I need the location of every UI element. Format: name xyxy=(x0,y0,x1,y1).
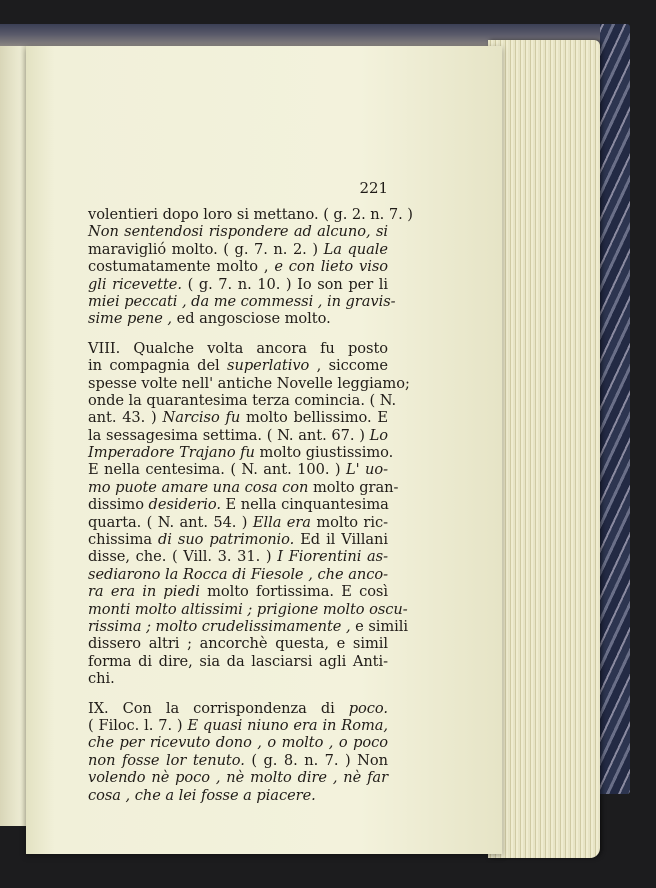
italic-text: desiderio. xyxy=(148,496,221,514)
roman-text: ant. 43. ) xyxy=(88,409,163,427)
roman-text: forma di dire, sia da lasciarsi agli Anti- xyxy=(88,652,388,670)
roman-text: molto ric- xyxy=(310,513,388,531)
page-number: 221 xyxy=(359,179,388,197)
italic-text: poco. xyxy=(348,699,388,717)
text-line xyxy=(88,787,388,804)
page-text xyxy=(88,179,413,804)
italic-text: gli ricevette. xyxy=(88,275,182,293)
text-line xyxy=(88,409,388,426)
roman-text: e simili xyxy=(350,617,409,635)
italic-text: e con lieto viso xyxy=(274,258,388,276)
text-line xyxy=(88,478,399,496)
text-line xyxy=(88,444,394,462)
text-line xyxy=(88,548,388,565)
roman-text: maraviglió molto. ( g. 7. n. 2. ) xyxy=(88,240,324,258)
roman-text: ed angosciose molto. xyxy=(172,310,331,328)
text-line xyxy=(88,292,396,310)
italic-text: I Fiorentini as- xyxy=(277,548,388,566)
text-line xyxy=(88,241,388,258)
roman-text: dissimo xyxy=(88,496,149,514)
paragraph-gap xyxy=(88,688,388,700)
text-line xyxy=(88,276,388,293)
text-line xyxy=(88,635,388,652)
roman-text: VIII. Qualche volta ancora fu posto xyxy=(88,339,388,357)
text-line xyxy=(88,223,388,240)
text-line xyxy=(88,206,413,223)
roman-text: costumatamente molto , xyxy=(88,258,275,276)
italic-text: mo puote amare una cosa con xyxy=(88,478,309,496)
italic-text: rissima ; molto crudelissimamente , xyxy=(88,617,351,635)
text-line xyxy=(88,617,409,635)
italic-text: L' uo- xyxy=(345,461,388,479)
roman-text: Ed il Villani xyxy=(294,531,388,549)
text-line xyxy=(88,700,388,717)
text-line xyxy=(88,769,388,786)
book-page xyxy=(26,46,502,854)
text-line xyxy=(88,734,388,751)
roman-text: , siccome xyxy=(309,357,389,375)
roman-text: volentieri dopo loro si mettano. ( g. 2. n. 7. ) xyxy=(88,206,413,223)
italic-text: superlativo xyxy=(227,357,310,375)
roman-text: quarta. ( N. ant. 54. ) xyxy=(88,513,253,531)
text-line xyxy=(88,357,388,374)
text-line xyxy=(88,653,388,670)
roman-text: molto giustissimo. xyxy=(254,444,394,462)
text-line xyxy=(88,374,410,392)
roman-text: IX. Con la corrispondenza di xyxy=(88,699,349,717)
roman-text: chissima xyxy=(88,531,158,549)
italic-text: La quale xyxy=(323,240,388,258)
roman-text: in compagnia del xyxy=(88,357,228,375)
italic-text: cosa , che a lei fosse a piacere. xyxy=(88,786,316,804)
text-line xyxy=(88,461,388,478)
roman-text: molto bellissimo. E xyxy=(240,409,388,427)
italic-text: Narciso fu xyxy=(162,409,241,427)
page-block-edge xyxy=(488,40,600,858)
italic-text: miei peccati , da me commessi , in gravis- xyxy=(88,292,396,310)
roman-text: ( g. 8. n. 7. ) Non xyxy=(244,751,388,769)
italic-text: volendo nè poco , nè molto dire , nè far xyxy=(88,769,388,787)
text-line xyxy=(88,600,408,618)
roman-text: ( g. 7. n. 10. ) Io son per li xyxy=(181,275,388,293)
roman-text: spesse volte nell' antiche Novelle leggiamo; xyxy=(88,374,410,392)
roman-text: E nella centesima. ( N. ant. 100. ) xyxy=(88,461,346,479)
text-line xyxy=(88,340,388,357)
italic-text: che per ricevuto dono , o molto , o poco xyxy=(88,734,388,752)
italic-text: Lo xyxy=(369,426,388,444)
text-line xyxy=(88,717,388,734)
italic-text: Non sentendosi rispondere ad alcuno, si xyxy=(88,223,388,241)
italic-text: ra era in piedi xyxy=(88,583,200,601)
roman-text: molto fortissima. E così xyxy=(199,583,388,601)
paragraph-gap xyxy=(88,328,388,340)
text-line xyxy=(88,566,388,583)
roman-text: ( Filoc. l. 7. ) xyxy=(88,716,188,734)
text-line xyxy=(88,670,388,687)
text-line xyxy=(88,427,388,444)
italic-text: sime pene , xyxy=(88,310,173,328)
text-line xyxy=(88,531,388,548)
text-line xyxy=(88,391,397,409)
italic-text: monti molto altissimi ; prigione molto oscu- xyxy=(88,600,408,618)
italic-text: di suo patrimonio. xyxy=(158,531,295,549)
italic-text: Ella era xyxy=(252,513,311,531)
text-line xyxy=(88,583,388,600)
text-line xyxy=(88,258,388,275)
roman-text: chi. xyxy=(88,670,115,688)
italic-text: non fosse lor tenuto. xyxy=(88,751,245,769)
roman-text: disse, che. ( Vill. 3. 31. ) xyxy=(88,548,278,566)
italic-text: E quasi niuno era in Roma, xyxy=(187,716,388,734)
roman-text: molto gran- xyxy=(308,478,399,496)
text-line xyxy=(88,496,388,513)
italic-text: sediarono la Rocca di Fiesole , che anco- xyxy=(88,565,388,583)
text-line xyxy=(88,514,388,531)
italic-text: Imperadore Trajano fu xyxy=(88,444,255,462)
text-line xyxy=(88,310,388,327)
text-line xyxy=(88,752,388,769)
roman-text: E nella cinquantesima xyxy=(220,496,389,514)
roman-text: dissero altri ; ancorchè questa, e simil xyxy=(88,635,388,653)
roman-text: onde la quarantesima terza comincia. ( N. xyxy=(88,391,397,409)
roman-text: la sessagesima settima. ( N. ant. 67. ) xyxy=(88,426,370,444)
